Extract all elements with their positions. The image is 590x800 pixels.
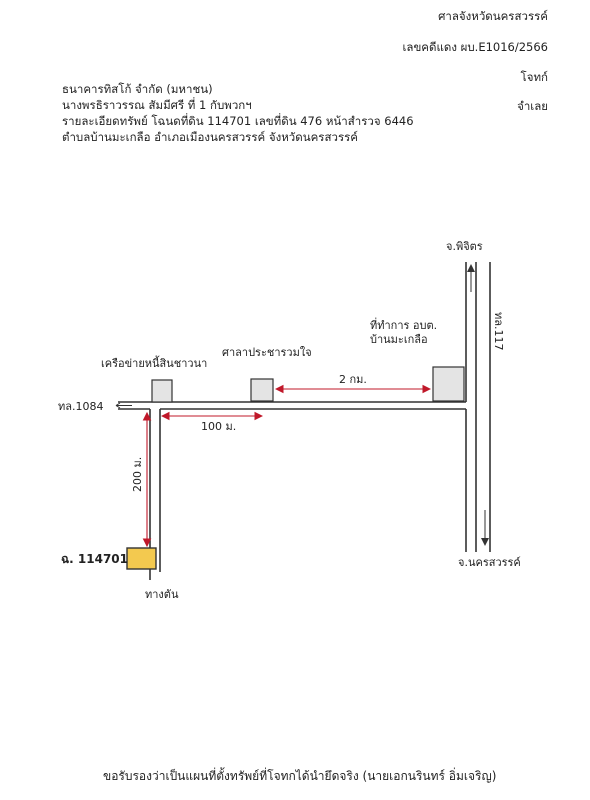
distance-2km-label: 2 กม. — [339, 373, 367, 386]
south-destination: จ.นครสวรรค์ — [458, 556, 521, 569]
office-label-line1: ที่ทำการ อบต. — [370, 319, 438, 332]
north-destination: จ.พิจิตร — [446, 240, 483, 253]
parcel-label: ฉ. 114701 — [61, 552, 129, 566]
cooperative-label: เครือข่ายหนี้สินชาวนา — [101, 357, 208, 370]
case-number: เลขคดีแดง ผบ.E1016/2566 — [402, 40, 548, 54]
plaintiff-label: โจทก์ — [520, 70, 548, 84]
highway-117 — [466, 262, 490, 552]
dead-end-label: ทางตัน — [145, 588, 179, 601]
court-name: ศาลจังหวัดนครสวรรค์ — [438, 9, 548, 23]
property-details: รายละเอียดทรัพย์ โฉนดที่ดิน 114701 เลขที่ดิน 476 หน้าสำรวจ 6446 — [62, 114, 414, 128]
highway-117-label: ทล.117 — [492, 312, 505, 351]
pavilion-building — [251, 379, 273, 401]
property-location: ตำบลบ้านมะเกลือ อำเภอเมืองนครสวรรค์ จังหวัดนครสวรรค์ — [62, 130, 358, 144]
road-1084-arrow — [116, 403, 132, 408]
highway-1084-label: ทล.1084 — [58, 400, 104, 413]
office-label-line2: บ้านมะเกลือ — [370, 333, 428, 346]
road-1084 — [118, 402, 466, 409]
distance-100m-label: 100 ม. — [201, 420, 237, 433]
plaintiff-name: ธนาคารทิสโก้ จำกัด (มหาชน) — [62, 82, 213, 96]
office-building — [433, 367, 464, 401]
land-parcel — [127, 548, 156, 569]
certification-text: ขอรับรองว่าเป็นแผนที่ตั้งทรัพย์ที่โจทกได้นำยึดจริง (นายเอกนรินทร์ อิ่มเจริญ) — [103, 769, 497, 783]
defendant-label: จำเลย — [517, 99, 548, 113]
cooperative-building — [152, 380, 172, 402]
distance-200m-label: 200 ม. — [131, 456, 144, 492]
defendant-name: นางพรธิราวรรณ สัมมีศรี ที่ 1 กับพวกฯ — [62, 98, 252, 112]
pavilion-label: ศาลาประชารวมใจ — [222, 346, 312, 359]
